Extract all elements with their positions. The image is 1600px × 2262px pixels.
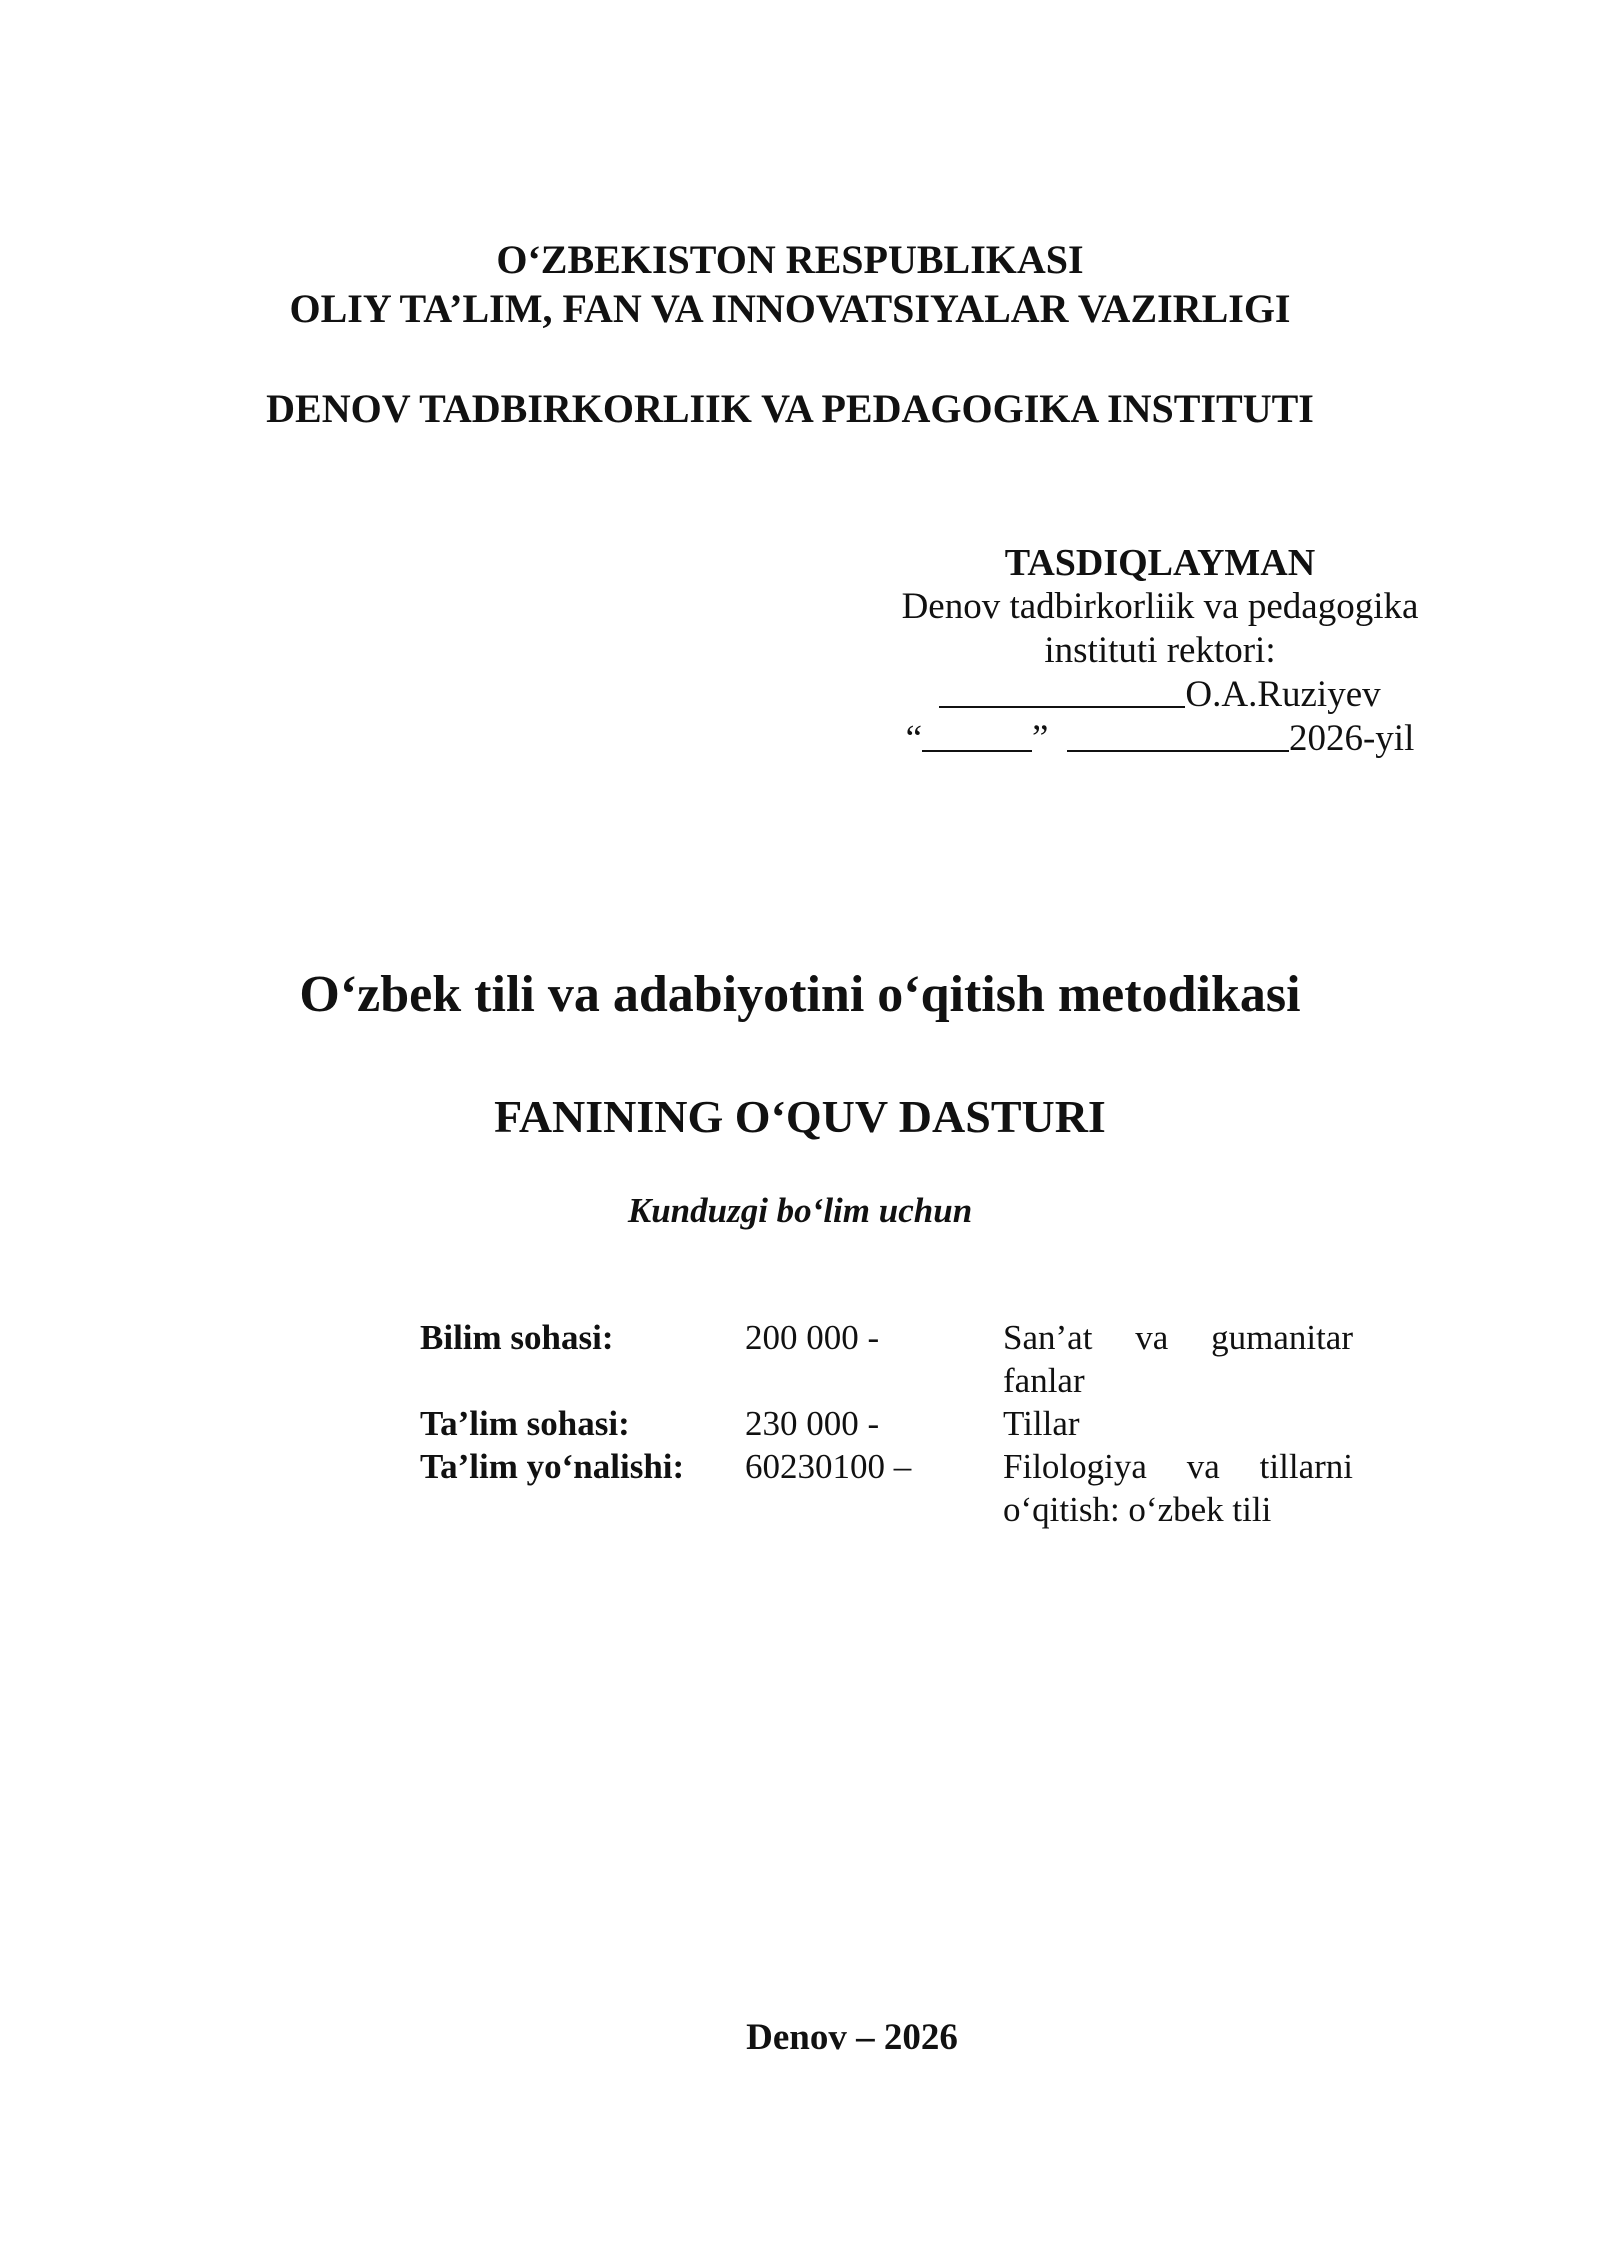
info-row xyxy=(420,1316,1360,1402)
header-institute: DENOV TADBIRKORLIIK VA PEDAGOGIKA INSTITUTI xyxy=(266,386,1314,431)
month-blank-line xyxy=(1067,750,1289,752)
signature-row xyxy=(860,673,1460,717)
program-title: FANINING O‘QUV DASTURI xyxy=(494,1091,1106,1142)
info-row xyxy=(420,1445,1360,1531)
day-blank-line xyxy=(922,750,1032,752)
info-table xyxy=(420,1316,1360,1531)
study-mode: Kunduzgi bo‘lim uchun xyxy=(627,1191,973,1230)
approval-year: 2026-yil xyxy=(1288,718,1415,759)
info-label: Bilim sohasi: xyxy=(420,1318,614,1357)
info-code: 60230100 – xyxy=(745,1447,912,1486)
header-ministry: OLIY TA’LIM, FAN VA INNOVATSIYALAR VAZIRLIGI xyxy=(289,286,1291,331)
header-republic: O‘ZBEKISTON RESPUBLIKASI xyxy=(496,237,1084,282)
approval-heading: TASDIQLAYMAN xyxy=(1004,542,1316,584)
info-code: 230 000 - xyxy=(745,1404,880,1443)
open-quote: “ xyxy=(905,718,923,759)
subject-title: O‘zbek tili va adabiyotini o‘qitish metodikasi xyxy=(299,966,1301,1023)
signature-line xyxy=(939,706,1185,708)
info-row xyxy=(420,1402,1360,1445)
info-code: 200 000 - xyxy=(745,1318,880,1357)
approval-position-line1: Denov tadbirkorliik va pedagogika xyxy=(901,586,1419,627)
info-value: Tillar xyxy=(1003,1404,1080,1443)
info-label: Ta’lim yo‘nalishi: xyxy=(420,1447,685,1486)
date-row xyxy=(860,717,1460,761)
approval-position-line2: instituti rektori: xyxy=(1044,630,1276,671)
approval-block xyxy=(860,541,1460,761)
signatory-name: O.A.Ruziyev xyxy=(1185,674,1381,715)
footer-place-year: Denov – 2026 xyxy=(746,2017,958,2058)
info-value: Filologiya va tillarni o‘qitish: o‘zbek tili xyxy=(1003,1447,1353,1529)
close-quote: ” xyxy=(1032,718,1049,759)
info-label: Ta’lim sohasi: xyxy=(420,1404,630,1443)
info-value: San’at va gumanitar fanlar xyxy=(1003,1318,1353,1400)
